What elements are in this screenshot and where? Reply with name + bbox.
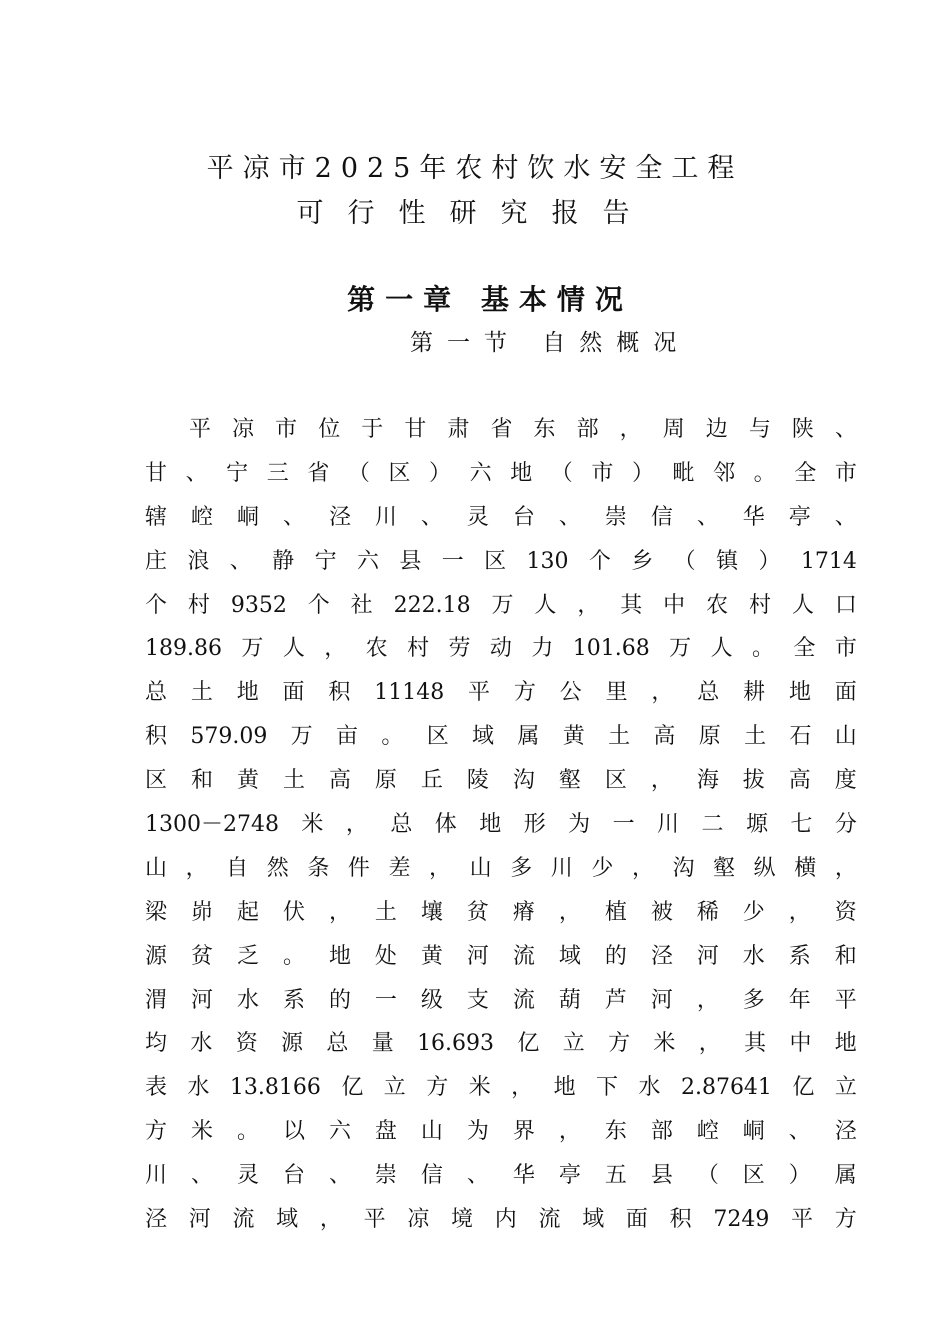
body-line: 表 水 13.8166 亿 立 方 米 ， 地 下 水 2.87641 亿 立 [145,1075,857,1101]
section-heading: 第一节 自然概况 [410,330,691,356]
body-line: 方 米 。 以 六 盘 山 为 界 ， 东 部 崆 峒 、 泾 [145,1119,857,1145]
report-title-line-2: 可行性研究报告 [296,198,654,229]
body-line: 均 水 资 源 总 量 16.693 亿 立 方 米 ， 其 中 地 [145,1031,857,1057]
body-line: 渭 河 水 系 的 一 级 支 流 葫 芦 河 ， 多 年 平 [145,987,857,1013]
body-line: 总 土 地 面 积 11148 平 方 公 里 ， 总 耕 地 面 [145,680,857,706]
body-line: 189.86 万 人 ， 农 村 劳 动 力 101.68 万 人 。 全 市 [145,636,857,662]
body-line: 区 和 黄 土 高 原 丘 陵 沟 壑 区 ， 海 拔 高 度 [145,768,857,794]
body-line: 源 贫 乏 。 地 处 黄 河 流 域 的 泾 河 水 系 和 [145,943,857,969]
body-line: 辖 崆 峒 、 泾 川 、 灵 台 、 崇 信 、 华 亭 、 [145,504,857,530]
body-line: 个 村 9352 个 社 222.18 万 人 ， 其 中 农 村 人 口 [145,592,857,618]
body-line: 泾 河 流 域 ， 平 凉 境 内 流 域 面 积 7249 平 方 [145,1207,857,1233]
body-line: 川 、 灵 台 、 崇 信 、 华 亭 五 县 （ 区 ） 属 [145,1163,857,1189]
body-paragraph [145,408,857,1242]
report-title-line-1: 平凉市2025年农村饮水安全工程 [206,153,744,184]
body-line: 山 ， 自 然 条 件 差 ， 山 多 川 少 ， 沟 壑 纵 横 ， [145,855,857,881]
chapter-heading: 第一章 基本情况 [347,283,633,316]
body-line: 积 579.09 万 亩 。 区 域 属 黄 土 高 原 土 石 山 [145,724,857,750]
body-line: 庄 浪 、 静 宁 六 县 一 区 130 个 乡 （ 镇 ） 1714 [145,548,857,574]
body-line: 甘 、 宁 三 省 （ 区 ） 六 地 （ 市 ） 毗 邻 。 全 市 [145,460,857,486]
body-line: 平 凉 市 位 于 甘 肃 省 东 部 ， 周 边 与 陕 、 [189,417,857,442]
body-line: 梁 峁 起 伏 ， 土 壤 贫 瘠 ， 植 被 稀 少 ， 资 [145,899,857,925]
body-line: 1300－2748 米 ， 总 体 地 形 为 一 川 二 塬 七 分 [145,812,857,838]
